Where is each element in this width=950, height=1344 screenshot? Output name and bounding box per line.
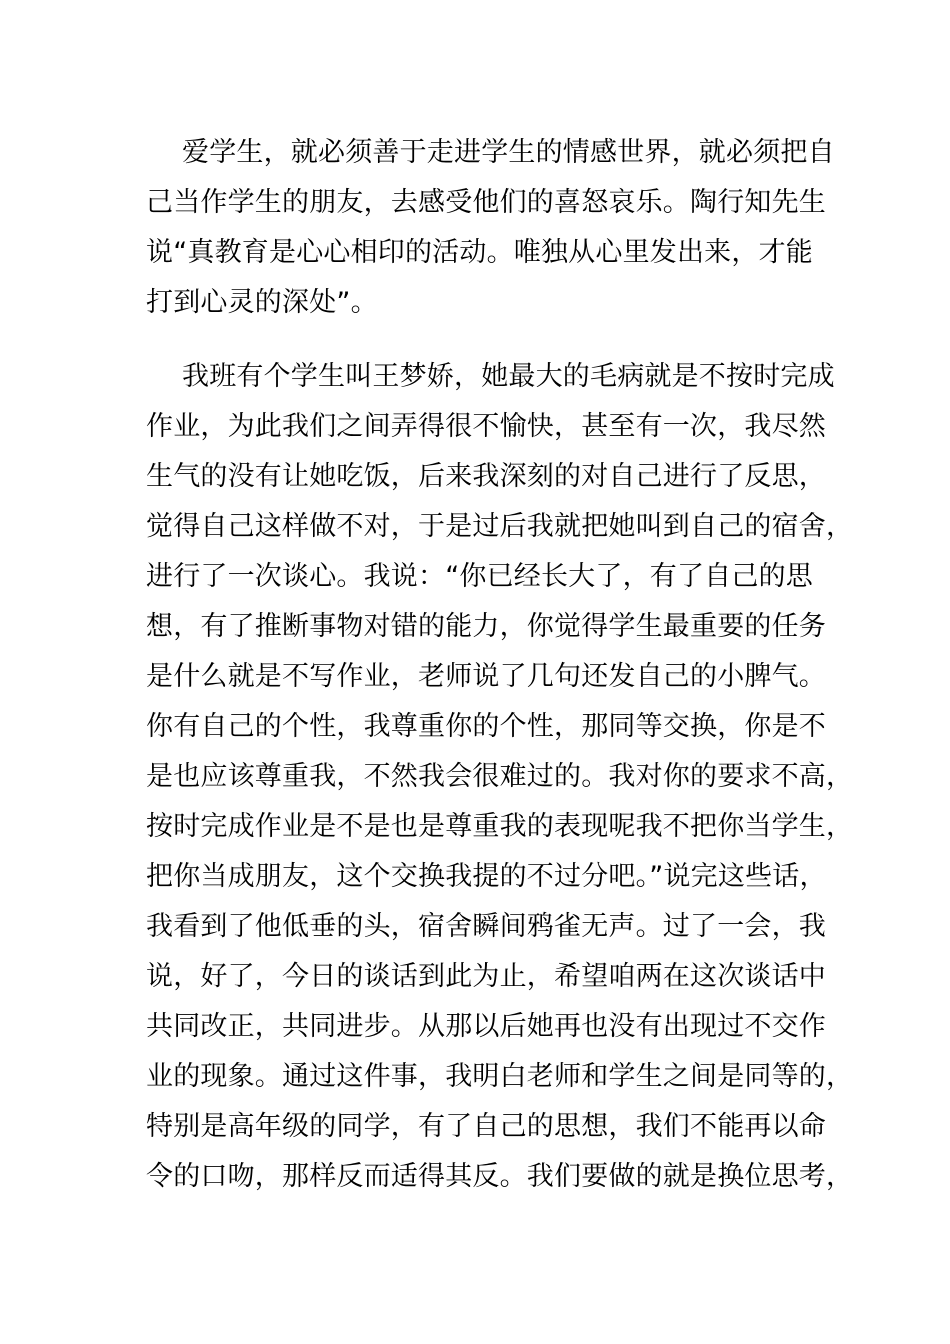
text-line: 特别是高年级的同学，有了自己的思想，我们不能再以命 bbox=[146, 1111, 826, 1142]
text-line: 觉得自己这样做不对，于是过后我就把她叫到自己的宿舍， bbox=[146, 511, 854, 542]
text-line: 是也应该尊重我，不然我会很难过的。我对你的要求不高， bbox=[146, 761, 854, 792]
text-line: 你有自己的个性，我尊重你的个性，那同等交换，你是不 bbox=[146, 711, 826, 742]
text-line: 业的现象。通过这件事，我明白老师和学生之间是同等的， bbox=[146, 1061, 854, 1092]
text-line: 我看到了他低垂的头，宿舍瞬间鸦雀无声。过了一会，我 bbox=[146, 911, 826, 942]
text-line: 按时完成作业是不是也是尊重我的表现呢我不把你当学生， bbox=[146, 811, 854, 842]
text-line: 我班有个学生叫王梦娇，她最大的毛病就是不按时完成 bbox=[182, 361, 835, 392]
text-line: 说“真教育是心心相印的活动。唯独从心里发出来，才能 bbox=[146, 237, 813, 268]
text-line: 作业，为此我们之间弄得很不愉快，甚至有一次，我尽然 bbox=[146, 411, 826, 442]
text-line: 生气的没有让她吃饭，后来我深刻的对自己进行了反思， bbox=[146, 461, 826, 492]
text-line: 共同改正，共同进步。从那以后她再也没有出现过不交作 bbox=[146, 1011, 826, 1042]
text-line: 己当作学生的朋友，去感受他们的喜怒哀乐。陶行知先生 bbox=[146, 187, 826, 218]
text-line: 爱学生，就必须善于走进学生的情感世界，就必须把自 bbox=[182, 137, 835, 168]
text-line: 打到心灵的深处”。 bbox=[146, 287, 378, 318]
text-line: 说，好了，今日的谈话到此为止，希望咱两在这次谈话中 bbox=[146, 961, 826, 992]
text-line: 把你当成朋友，这个交换我提的不过分吧。”说完这些话， bbox=[146, 861, 827, 892]
text-line: 是什么就是不写作业，老师说了几句还发自己的小脾气。 bbox=[146, 661, 826, 692]
text-line: 想，有了推断事物对错的能力，你觉得学生最重要的任务 bbox=[146, 611, 826, 642]
text-line: 令的口吻，那样反而适得其反。我们要做的就是换位思考， bbox=[146, 1161, 854, 1192]
text-line: 进行了一次谈心。我说：“你已经长大了，有了自己的思 bbox=[146, 561, 813, 592]
